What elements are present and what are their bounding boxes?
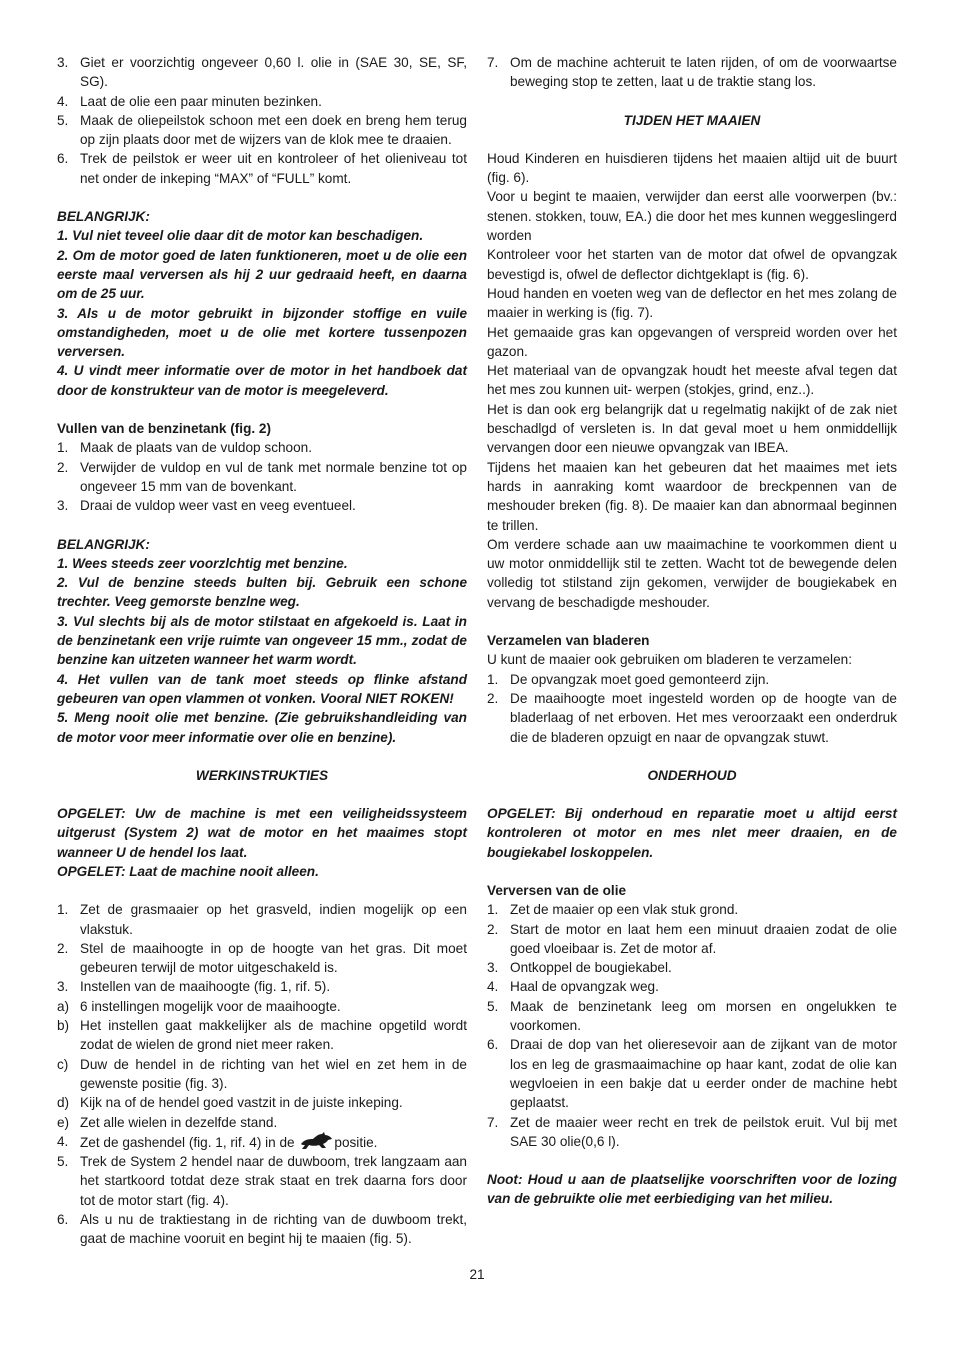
list-item [487,977,897,996]
list-item [57,1113,467,1132]
paragraph: 1. Wees steeds zeer voorzlchtig met benzine. [57,555,348,571]
paragraph: OPGELET: Laat de machine nooit alleen. [57,863,319,879]
list-item-number: b) [57,1018,70,1034]
list-item-text: Verwijder de vuldop en vul de tank met normale benzine tot op ongeveer 15 mm van de bovenkant. [80,459,467,494]
list-item [487,689,897,747]
list-item-text: Haal de opvangzak weg. [510,979,659,995]
list-item-number: 3. [487,960,499,976]
list-item-text: Instellen van de maaihoogte (fig. 1, rif. 5). [80,979,331,995]
list-item-number: 6. [487,1037,499,1053]
list-item-number: 4. [487,979,499,995]
oil-change-steps-list [487,900,897,1151]
list-item: 7. Om de machine achteruit te laten rijden, of om de voorwaartse beweging stop te zetten, laat u de traktie stang los. [487,55,897,90]
list-item-text: Zet de grasmaaier op het grasveld, indien mogelijk op een vlakstuk. [80,902,467,937]
leaves-steps-list [487,670,897,747]
paragraph: 3. Als u de motor gebruikt in bijzonder stoffige en vuile omstandigheden, moet u de olie met kortere tussenpozen verversen. [57,305,467,360]
list-item-text: De maaihoogte moet ingesteld worden op de hoogte van de bladerlaag of net erboven. Het mes veroorzaakt een onderdruk die de bladeren opzuigt en naar de opvangzak stuwt. [510,690,897,745]
right-column [487,53,897,1209]
maintenance-caution: OPGELET: Bij onderhoud en reparatie moet u altijd eerst kontroleren ot motor en mes nlet meer draaien, en de bougiekabel loskoppelen. [487,806,897,860]
list-item [57,1055,467,1094]
list-item-number: 2. [57,940,69,956]
leaves-section-title: Verzamelen van bladeren [487,633,650,649]
list-item-text: Giet er voorzichtig ongeveer 0,60 l. olie in (SAE 30, SE, SF, SG). [80,55,467,90]
list-item-text: Als u nu de traktiestang in de richting van de duwboom trekt, gaat de machine vooruit en begint hij te maaien (fig. 5). [80,1212,467,1247]
list-item-number: 6. [57,1212,69,1228]
list-item-text: Maak de benzinetank leeg om morsen en ongelukken te voorkomen. [510,998,897,1034]
list-item-text: De opvangzak moet goed gemonteerd zijn. [510,671,770,687]
list-item-text: Ontkoppel de bougiekabel. [510,960,672,976]
list-item [57,438,467,457]
list-item [57,53,467,92]
paragraph: Voor u begint te maaien, verwijder dan eerst alle voorwerpen (bv.: stenen. stokken, touw, EA.) die door het mes kunnen weggeslingerd worden [487,189,897,244]
list-item [487,1035,897,1112]
oil-change-title: Verversen van de olie [487,882,627,898]
list-item-text: Start de motor en laat hem een minuut draaien zodat de olie goed vloeibaar is. Zet de motor af. [510,921,897,956]
list-item-throttle [57,1132,467,1152]
list-item-text: Draai de vuldop weer vast en veeg eventueel. [80,498,356,514]
paragraph: OPGELET: Uw de machine is met een veiligheidssysteem uitgerust (System 2) wat de motor en het maaimes stopt wanneer U de hendel los laat. [57,806,467,860]
fuel-section-title: Vullen van de benzinetank (fig. 2) [57,421,272,437]
list-item-number: 7. [487,1114,499,1130]
list-item-number: 1. [57,440,69,456]
list-item [57,1210,467,1249]
left-column [57,53,467,1249]
list-item-number: 2. [487,690,499,706]
paragraph: Kontroleer voor het starten van de motor dat ofwel de opvangzak bevestigd is, ofwel de deflector dichtgeklapt is (fig. 6). [487,247,897,282]
list-item-number: 4. [57,1133,69,1149]
list-item-text: Duw de hendel in de richting van het wiel en zet hem in de gewenste positie (fig. 3). [80,1056,467,1091]
list-item-number: 4. [57,93,69,109]
list-item-number: 3. [57,55,69,70]
fuel-steps-list [57,438,467,515]
paragraph: 4. U vindt meer informatie over de motor in het handboek dat door de konstrukteur van de motor is meegeleverd. [57,363,467,398]
list-item [487,997,897,1036]
list-item-number: c) [57,1056,69,1072]
paragraph: BELANGRIJK: [57,536,150,552]
list-item-text: Zet de maaier op een vlak stuk grond. [510,902,739,918]
leaves-intro: U kunt de maaier ook gebruiken om bladeren te verzamelen: [487,652,852,668]
throttle-text-pre: Zet de gashendel (fig. 1, rif. 4) in de [80,1134,295,1150]
paragraph: Om verdere schade aan uw maaimachine te voorkommen dient u uw motor onmiddellijk stil te zetten. Wacht tot de bewegende delen volledig tot stilstand zijn gekomen, verwijder de bougiekabek en vervang de beschadigde meshouder. [487,536,897,610]
list-item-text: Zet alle wielen in dezelfde stand. [80,1114,278,1130]
paragraph: BELANGRIJK: [57,209,150,225]
mowing-heading: TIJDEN HET MAAIEN [623,112,761,128]
page-number: 21 [469,1267,485,1282]
paragraph: Het materiaal van de opvangzak houdt het meeste afval tegen dat het mes zou kunnen uit- werpen (stokjes, grind, enz..). [487,363,897,398]
list-item [487,1113,897,1152]
oil-steps-list [57,53,467,188]
paragraph: Tijdens het maaien kan het gebeuren dat het maaimes met iets hards in aanraking komt waardoor de breckpennen van de meshouder breken (fig. 8). De maaier kan dan abnormaal beginnen te trillen. [487,459,897,533]
mowing-paragraphs [487,149,897,612]
list-item-number: a) [57,998,70,1014]
list-item-number: 1. [487,902,499,918]
list-item-number: 1. [487,671,499,687]
environment-note: Noot: Houd u aan de plaatselijke voorschriften voor de lozing van de gebruikte olie met eerbiediging van het milieu. [487,1172,897,1207]
list-item-number: 6. [57,151,69,167]
list-item [487,900,897,919]
important-oil-block [57,207,467,400]
work-instructions-heading: WERKINSTRUKTIES [195,767,329,783]
list-item-number: 3. [57,498,69,514]
list-item [57,92,467,111]
list-item-text: 6 instellingen mogelijk voor de maaihoogte. [80,998,341,1014]
list-item [487,920,897,959]
list-item-text: Stel de maaihoogte in op de hoogte van het gras. Dit moet gebeuren terwijl de motor uitgeschakeld is. [80,940,467,976]
paragraph: 1. Vul niet teveel olie daar dit de motor kan beschadigen. [57,228,424,244]
paragraph: 4. Het vullen van de tank moet steeds op flinke afstand gebeuren van open vlammen ot vonken. Vooral NIET ROKEN! [57,671,467,706]
list-item [57,149,467,188]
list-item [487,958,897,977]
list-item-text: Kijk na of de hendel goed vastzit in de juiste inkeping. [80,1095,403,1111]
list-item [57,900,467,939]
list-item-text: Maak de oliepeilstok schoon met een doek en breng hem terug op zijn plaats door met de wijzers van de klok mee te draaien. [80,112,467,148]
throttle-text-post: positie. [334,1134,378,1150]
paragraph: 5. Meng nooit olie met benzine. (Zie gebruikshandleiding van de motor voor meer informatie over olie en benzine). [57,710,467,745]
work-steps-list [57,900,467,1248]
important-fuel-block [57,535,467,747]
paragraph: Het gemaaide gras kan opgevangen of verspreid worden over het gazon. [487,324,897,359]
list-item [57,1152,467,1210]
list-item-number: d) [57,1095,70,1111]
list-item-number: 2. [487,921,499,937]
list-item-text: Trek de peilstok er weer uit en kontroleer of het olieniveau tot net onder de inkeping “MAX” of “FULL” komt. [80,151,467,186]
maintenance-heading: ONDERHOUD [647,767,737,783]
list-item-text: Zet de maaier weer recht en trek de peilstok eruit. Vul bij met SAE 30 olie(0,6 l). [510,1114,897,1149]
list-item [57,1093,467,1112]
list-item-text: Trek de System 2 hendel naar de duwboom, trek langzaam aan het startkoord totdat deze strak staat en trek daarna fors door tot de motor start (fig. 4). [80,1154,467,1208]
paragraph: 2. Vul de benzine steeds bulten bij. Gebruik een schone trechter. Veeg gemorste benzlne weg. [57,575,467,610]
reverse-step [487,53,897,92]
rabbit-icon [298,1132,334,1150]
paragraph: 2. Om de motor goed de laten funktioneren, moet u de olie een eerste maal verversen als hij 2 uur gedraaid heeft, en daarna om de 25 uur. [57,247,467,302]
list-item-number: 3. [57,979,69,995]
paragraph: Houd Kinderen en huisdieren tijdens het maaien altijd uit de buurt (fig. 6). [487,150,897,186]
list-item [57,977,467,996]
list-item-text: Laat de olie een paar minuten bezinken. [80,93,322,109]
list-item-number: 5. [487,998,499,1014]
paragraph: 3. Vul slechts bij als de motor stilstaat en afgekoeld is. Laat in de benzinetank een vrije ruimte van ongeveer 15 mm., zodat de benzine kan uitzeten wanneer het warm wordt. [57,613,467,668]
paragraph: Houd handen en voeten weg van de deflector en het mes zolang de maaier in werking is (fig. 7). [487,285,897,321]
list-item-number: 5. [57,112,69,128]
list-item-text: Draai de dop van het olieresevoir aan de zijkant van de motor los en leg de grasmaaimachine op haar kant, zodat de olie kan wegvloeien in een bakje dat u eerder onder de machine hebt geplaatst. [510,1037,897,1111]
caution-block [57,804,467,881]
list-item [487,670,897,689]
paragraph: Het is dan ook erg belangrijk dat u regelmatig nakijkt of de zak niet beschadlgd of versleten is. In dat geval moet u hem onmiddellijk vervangen door een nieuwe opvangzak van IBEA. [487,401,897,456]
list-item-number: 5. [57,1154,69,1170]
list-item [57,111,467,150]
list-item-text: Maak de plaats van de vuldop schoon. [80,440,313,456]
list-item-text: Het instellen gaat makkelijker als de machine opgetild wordt zodat de wielen de grond niet meer raken. [80,1018,467,1053]
list-item [57,496,467,515]
list-item-number: 1. [57,902,69,918]
list-item [57,458,467,497]
list-item-number: 2. [57,459,69,475]
list-item [57,1016,467,1055]
list-item [57,939,467,978]
list-item-number: e) [57,1114,70,1130]
list-item [57,997,467,1016]
